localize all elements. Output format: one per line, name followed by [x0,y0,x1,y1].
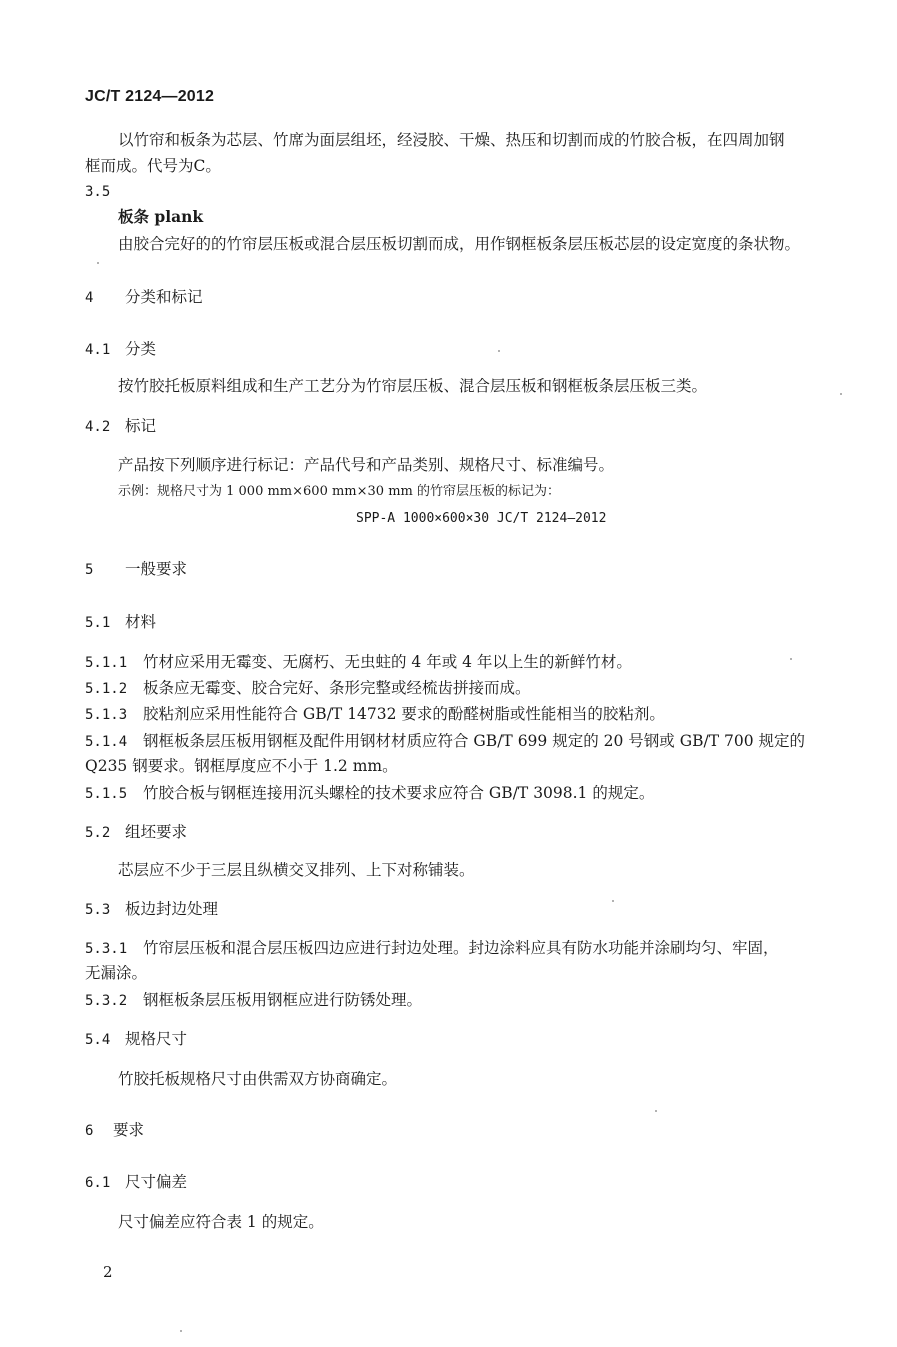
paragraph-line: 无漏涂。 [85,964,148,982]
paragraph-line: 框而成。代号为C。 [85,157,221,175]
clause-text: 胶粘剂应采用性能符合 GB/T 14732 要求的酚醛树脂或性能相当的胶粘剂。 [143,705,665,723]
section-number: 5.3 [85,902,111,918]
term-heading: 板条 plank [118,207,204,226]
clause-line [85,938,779,959]
paragraph-line: 尺寸偏差应符合表 1 的规定。 [118,1213,324,1231]
clause-line [85,990,422,1011]
subsection-heading [85,339,156,360]
page-number: 2 [103,1263,113,1281]
paragraph-line: 芯层应不少于三层且纵横交叉排列、上下对称铺装。 [118,861,475,879]
section-number: 4.2 [85,419,111,435]
section-number: 4.1 [85,342,111,358]
subsection-heading [85,1172,187,1193]
scan-speck [180,1330,182,1332]
clause-text: 钢框板条层压板用钢框应进行防锈处理。 [143,991,423,1009]
clause-number: 5.1.3 [85,707,128,723]
clause-line [85,704,665,725]
clause-text: 竹胶合板与钢框连接用沉头螺栓的技术要求应符合 GB/T 3098.1 的规定。 [143,784,655,802]
section-heading [85,287,203,308]
scan-speck [612,900,614,902]
subsection-heading [85,416,156,437]
section-title: 分类 [125,340,157,358]
clause-number: 5.1.4 [85,734,128,750]
section-heading [85,559,187,580]
clause-line [85,652,632,673]
paragraph-line: 产品按下列顺序进行标记：产品代号和产品类别、规格尺寸、标准编号。 [118,456,615,474]
term-definition: 由胶合完好的的竹帘层压板或混合层压板切割而成，用作钢框板条层压板芯层的设定宽度的条状物。 [118,235,801,253]
paragraph-line: 按竹胶托板原料组成和生产工艺分为竹帘层压板、混合层压板和钢框板条层压板三类。 [118,377,708,395]
section-number: 5.2 [85,825,111,841]
clause-text: 竹帘层压板和混合层压板四边应进行封边处理。封边涂料应具有防水功能并涂刷均匀、牢固， [143,939,779,957]
section-number: 6.1 [85,1175,111,1191]
section-title: 规格尺寸 [125,1030,188,1048]
paragraph-line: Q235 钢要求。钢框厚度应不小于 1.2 mm。 [85,757,398,775]
subsection-heading [85,899,218,920]
clause-line [85,731,805,752]
scan-speck [655,1110,657,1112]
clause-number: 5.1.1 [85,655,128,671]
scan-speck [790,658,792,660]
clause-text: 板条应无霉变、胶合完好、条形完整或经梳齿拼接而成。 [143,679,531,697]
scan-speck [840,393,842,395]
scan-speck [97,262,99,264]
section-title: 标记 [125,417,157,435]
subsection-heading [85,612,156,633]
paragraph-line: 以竹帘和板条为芯层、竹席为面层组坯，经浸胶、干燥、热压和切割而成的竹胶合板，在四周加钢 [118,131,785,149]
clause-line [85,678,531,699]
section-title: 分类和标记 [125,288,203,306]
document-header-id: JC/T 2124—2012 [85,88,215,105]
section-number: 5 [85,562,94,578]
section-number: 3.5 [85,184,111,200]
section-number: 5.4 [85,1032,111,1048]
clause-line [85,783,654,804]
section-number: 5.1 [85,615,111,631]
section-heading [85,1120,144,1141]
clause-number: 5.1.5 [85,786,128,802]
subsection-heading [85,1029,187,1050]
clause-number: 5.3.1 [85,941,128,957]
scan-speck [498,350,500,352]
clause-text: 竹材应采用无霉变、无腐朽、无虫蛀的 4 年或 4 年以上生的新鲜竹材。 [143,653,632,671]
paragraph-line: 竹胶托板规格尺寸由供需双方协商确定。 [118,1070,398,1088]
section-title: 组坯要求 [125,823,188,841]
section-number: 6 [85,1123,94,1139]
section-title: 一般要求 [125,560,188,578]
section-title: 板边封边处理 [125,900,219,918]
example-code: SPP-A 1000×600×30 JC/T 2124—2012 [356,511,607,526]
section-number: 4 [85,290,94,306]
clause-number: 5.3.2 [85,993,128,1009]
section-title: 尺寸偏差 [125,1173,188,1191]
example-text: 示例：规格尺寸为 1 000 mm×600 mm×30 mm 的竹帘层压板的标记为： [118,484,560,499]
section-title: 材料 [125,613,157,631]
clause-text: 钢框板条层压板用钢框及配件用钢材材质应符合 GB/T 699 规定的 20 号钢或 GB/T 700 规定的 [143,732,805,750]
subsection-heading [85,822,187,843]
section-title: 要求 [113,1121,145,1139]
clause-number: 5.1.2 [85,681,128,697]
